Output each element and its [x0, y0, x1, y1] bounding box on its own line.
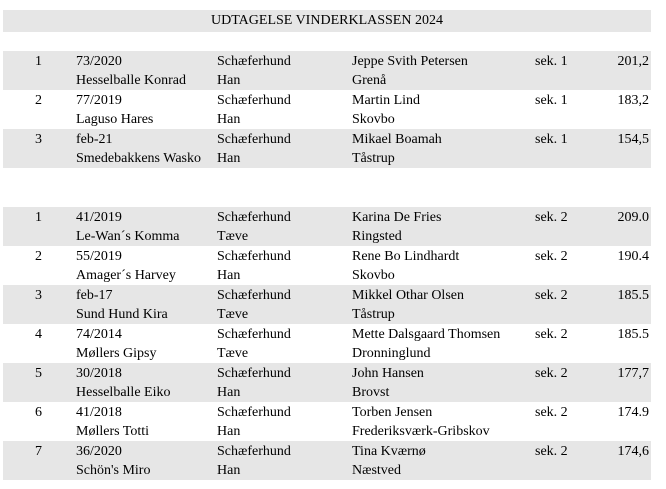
sex: Han — [217, 268, 241, 283]
owner: Tina Kværnø — [352, 444, 426, 459]
score: 183,2 — [617, 93, 649, 108]
rank: 2 — [35, 249, 42, 264]
city: Dronninglund — [352, 346, 431, 361]
registration-number: 77/2019 — [76, 93, 122, 108]
owner: Rene Bo Lindhardt — [352, 249, 460, 264]
breed: Schæferhund — [217, 249, 291, 264]
dog-name: Hesselballe Eiko — [76, 385, 171, 400]
registration-number: 73/2020 — [76, 54, 122, 69]
table-row — [3, 441, 651, 480]
breed: Schæferhund — [217, 93, 291, 108]
section-label: sek. 2 — [535, 288, 568, 303]
section-label: sek. 2 — [535, 444, 568, 459]
sex: Tæve — [217, 307, 249, 322]
rank: 1 — [35, 210, 42, 225]
registration-number: 74/2014 — [76, 327, 122, 342]
table-row — [3, 129, 651, 168]
sex: Tæve — [217, 229, 249, 244]
section-label: sek. 1 — [535, 54, 568, 69]
section-label: sek. 2 — [535, 327, 568, 342]
section-label: sek. 1 — [535, 93, 568, 108]
dog-name: Schön's Miro — [76, 463, 151, 478]
score: 154,5 — [617, 132, 649, 147]
score: 185.5 — [617, 327, 649, 342]
score: 201,2 — [617, 54, 649, 69]
table-row — [3, 246, 651, 285]
table-row — [3, 402, 651, 441]
registration-number: 55/2019 — [76, 249, 122, 264]
dog-name: Laguso Hares — [76, 112, 154, 127]
score: 185.5 — [617, 288, 649, 303]
section-label: sek. 2 — [535, 249, 568, 264]
owner: Martin Lind — [352, 93, 421, 108]
sex: Tæve — [217, 346, 249, 361]
section-2-table — [3, 207, 651, 480]
dog-name: Møllers Totti — [76, 424, 150, 439]
city: Brovst — [352, 385, 390, 400]
rank: 4 — [35, 327, 42, 342]
score: 177,7 — [617, 366, 649, 381]
city: Tåstrup — [352, 151, 395, 166]
rank: 3 — [35, 288, 42, 303]
section-label: sek. 2 — [535, 366, 568, 381]
owner: Mikkel Othar Olsen — [352, 288, 464, 303]
score: 190.4 — [617, 249, 649, 264]
registration-number: 41/2019 — [76, 210, 122, 225]
rank: 1 — [35, 54, 42, 69]
registration-number: feb-21 — [76, 132, 113, 147]
sex: Han — [217, 424, 241, 439]
breed: Schæferhund — [217, 327, 291, 342]
section-label: sek. 1 — [535, 132, 568, 147]
score: 174.9 — [617, 405, 649, 420]
score: 209.0 — [617, 210, 649, 225]
table-row — [3, 285, 651, 324]
sex: Han — [217, 463, 241, 478]
registration-number: 36/2020 — [76, 444, 122, 459]
breed: Schæferhund — [217, 405, 291, 420]
rank: 3 — [35, 132, 42, 147]
owner: Mikael Boamah — [352, 132, 442, 147]
sex: Han — [217, 112, 241, 127]
registration-number: 41/2018 — [76, 405, 122, 420]
sex: Han — [217, 385, 241, 400]
city: Skovbo — [352, 268, 395, 283]
city: Næstved — [352, 463, 401, 478]
breed: Schæferhund — [217, 132, 291, 147]
city: Skovbo — [352, 112, 395, 127]
city: Ringsted — [352, 229, 402, 244]
table-row — [3, 51, 651, 90]
rank: 2 — [35, 93, 42, 108]
owner: John Hansen — [352, 366, 424, 381]
city: Tåstrup — [352, 307, 395, 322]
registration-number: feb-17 — [76, 288, 113, 303]
section-1-table — [3, 51, 651, 168]
owner: Karina De Fries — [352, 210, 442, 225]
sex: Han — [217, 151, 241, 166]
table-row — [3, 90, 651, 129]
breed: Schæferhund — [217, 444, 291, 459]
breed: Schæferhund — [217, 288, 291, 303]
owner: Mette Dalsgaard Thomsen — [352, 327, 501, 342]
breed: Schæferhund — [217, 366, 291, 381]
rank: 5 — [35, 366, 42, 381]
owner: Torben Jensen — [352, 405, 433, 420]
page-title: UDTAGELSE VINDERKLASSEN 2024 — [3, 10, 651, 32]
score: 174,6 — [617, 444, 649, 459]
rank: 7 — [35, 444, 42, 459]
sex: Han — [217, 73, 241, 88]
breed: Schæferhund — [217, 210, 291, 225]
table-row — [3, 324, 651, 363]
dog-name: Smedebakkens Wasko — [76, 151, 201, 166]
section-label: sek. 2 — [535, 210, 568, 225]
city: Grenå — [352, 73, 387, 88]
dog-name: Hesselballe Konrad — [76, 73, 187, 88]
city: Frederiksværk-Gribskov — [352, 424, 490, 439]
rank: 6 — [35, 405, 42, 420]
dog-name: Le-Wan´s Komma — [76, 229, 180, 244]
registration-number: 30/2018 — [76, 366, 122, 381]
table-row — [3, 363, 651, 402]
dog-name: Amager´s Harvey — [76, 268, 176, 283]
breed: Schæferhund — [217, 54, 291, 69]
table-row — [3, 207, 651, 246]
owner: Jeppe Svith Petersen — [352, 54, 468, 69]
section-label: sek. 2 — [535, 405, 568, 420]
dog-name: Møllers Gipsy — [76, 346, 157, 361]
dog-name: Sund Hund Kira — [76, 307, 168, 322]
